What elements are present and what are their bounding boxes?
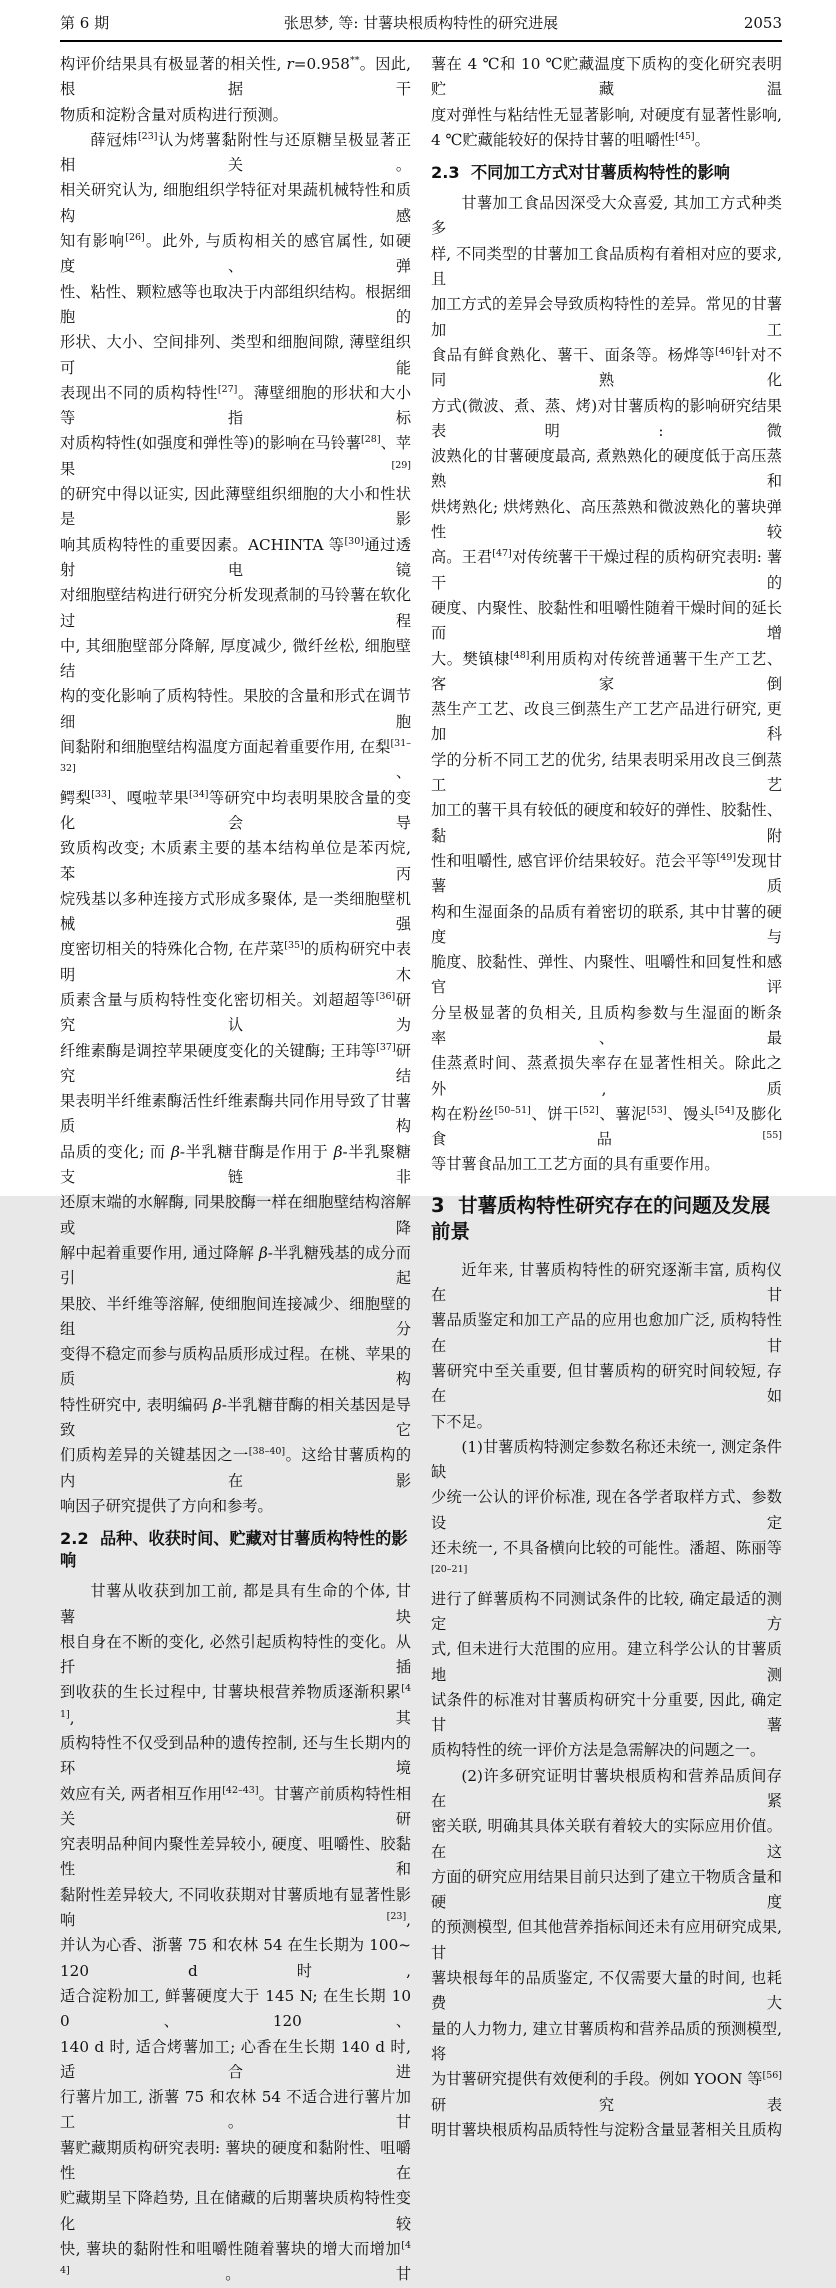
text-line: 明甘薯块根质构品质特性与淀粉含量显著相关且质构 (431, 2120, 782, 2139)
text-line: 们质构差异的关键基因之一[38–40]。这给甘薯质构的内在影 (60, 1446, 412, 1490)
paragraph-first-line: (1)甘薯质构特测定参数名称还未统一, 测定条件缺 (431, 1437, 782, 1482)
text-line: 脆度、胶黏性、弹性、内聚性、咀嚼性和回复性和感官评 (431, 953, 782, 997)
text-line: 大。樊镇棣[48]利用质构对传统普通薯干生产工艺、客家倒 (431, 649, 783, 693)
text-line: 质素含量与质构特性变化密切相关。刘超超等[36]研究认为 (60, 990, 412, 1035)
text-line: 密关联, 明确其具体关联有着较大的实际应用价值。在这 (431, 1817, 782, 1861)
text-line: 质构特性不仅受到品种的遗传控制, 还与生长期内的环境 (60, 1734, 411, 1778)
text-line: 薯块根每年的品质鉴定, 不仅需要大量的时间, 也耗费大 (431, 1969, 782, 2013)
text-line: 中, 其细胞壁部分降解, 厚度减少, 微纤丝松, 细胞壁结 (60, 636, 411, 681)
text-line: 果胶、半纤维等溶解, 使细胞间连接减少、细胞壁的组分 (60, 1294, 411, 1338)
paragraph-end-line: 质构特性的统一评价方法是急需解决的问题之一。 (431, 1741, 766, 1760)
text-line: 蒸生产工艺、改良三倒蒸生产工艺产品进行研究, 更加科 (431, 700, 782, 744)
text-line: 式, 但未进行大范围的应用。建立科学公认的甘薯质地测 (431, 1640, 782, 1684)
text-line: 表现出不同的质构特性[27]。薄壁细胞的形状和大小等指标 (60, 383, 412, 428)
text-line: 适合淀粉加工, 鲜薯硬度大于 145 N; 在生长期 100、120、 (60, 1986, 411, 2031)
text-line: 佳蒸煮时间、蒸煮损失率存在显著性相关。除此之外, 质 (431, 1054, 782, 1098)
text-line: 进行了鲜薯质构不同测试条件的比较, 确定最适的测定方 (431, 1589, 782, 1633)
text-line: 薯研究中至关重要, 但甘薯质构的研究时间较短, 存在如 (431, 1361, 782, 1406)
text-line: 度对弹性与粘结性无显著影响, 对硬度有显著性影响, (431, 105, 782, 124)
paragraph-first-line: 甘薯加工食品因深受大众喜爱, 其加工方式种类多 (431, 194, 782, 238)
header-page-number: 2053 (743, 14, 782, 32)
text-line: 学的分析不同工艺的优劣, 结果表明采用改良三倒蒸工艺 (431, 750, 782, 795)
text-line: 相关研究认为, 细胞组织学特征对果蔬机械特性和质构感 (60, 181, 411, 225)
text-line: 还原末端的水解酶, 同果胶酶一样在细胞壁结构溶解或降 (60, 1193, 411, 1237)
text-line: 解中起着重要作用, 通过降解 β-半乳糖残基的成分而引起 (60, 1243, 411, 1288)
paragraph-end-line: 4 ℃贮藏能较好的保持甘薯的咀嚼性[45]。 (431, 130, 710, 149)
text-line: 分呈极显著的负相关, 且质构参数与生湿面的断条率、最 (431, 1003, 782, 1047)
text-line: 食品有鲜食熟化、薯干、面条等。杨烨等[46]针对不同熟化 (431, 345, 783, 390)
text-line: 效应有关, 两者相互作用[42–43]。甘薯产前质构特性相关研 (60, 1784, 412, 1828)
text-line: 加工的薯干具有较低的硬度和较好的弹性、胶黏性、黏附 (431, 801, 782, 845)
text-line: 构评价结果具有极显著的相关性, r=0.958**。因此, 根据干 (60, 54, 411, 99)
paragraph-first-line: 甘薯从收获到加工前, 都是具有生命的个体, 甘薯块 (60, 1582, 411, 1626)
text-line: 烷残基以多种连接方式形成多聚体, 是一类细胞壁机械强 (60, 889, 411, 934)
text-line: 响其质构特性的重要因素。ACHINTA 等[30]通过透射电镜 (60, 535, 412, 579)
text-line: 薯贮藏期质构研究表明: 薯块的硬度和黏附性、咀嚼性在 (60, 2138, 411, 2183)
text-line: 行薯片加工, 浙薯 75 和农林 54 不适合进行薯片加工。甘 (60, 2088, 411, 2132)
text-line: 量的人力物力, 建立甘薯质构和营养品质的预测模型, 将 (431, 2019, 782, 2063)
text-line: 还未统一, 不具备横向比较的可能性。潘超、陈丽等[20–21] (431, 1539, 782, 1576)
text-line: 高。王君[47]对传统薯干干燥过程的质构研究表明: 薯干的 (431, 548, 783, 592)
text-line: 为甘薯研究提供有效便利的手段。例如 YOON 等[56]研究表 (431, 2070, 782, 2114)
text-line: 到收获的生长过程中, 甘薯块根营养物质逐渐积累[41], 其 (60, 1683, 411, 1727)
text-line: 特性研究中, 表明编码 β-半乳糖苷酶的相关基因是导致它 (60, 1395, 411, 1440)
text-line: 鳄梨[33]、嘎啦苹果[34]等研究中均表明果胶含量的变化会导 (60, 788, 412, 832)
text-line: 黏附性差异较大, 不同收获期对甘薯质地有显著性影响[23], (60, 1885, 411, 1930)
text-line: 性、粘性、颗粒感等也取决于内部组织结构。根据细胞的 (60, 282, 411, 326)
text-line: 构的变化影响了质构特性。果胶的含量和形式在调节细胞 (60, 687, 411, 731)
text-line: 贮藏期呈下降趋势, 且在储藏的后期薯块质构特性变化较 (60, 2189, 411, 2233)
subsection-heading: 2.2 品种、收获时间、贮藏对甘薯质构特性的影响 (60, 1529, 408, 1571)
text-line: 性和咀嚼性, 感官评价结果较好。范会平等[49]发现甘薯质 (431, 851, 783, 896)
text-line: 究表明品种间内聚性差异较小, 硬度、咀嚼性、胶黏性和 (60, 1835, 411, 1879)
text-line: 品质的变化; 而 β-半乳糖苷酶是作用于 β-半乳聚糖支链非 (60, 1142, 411, 1187)
text-line: 构在粉丝[50–51]、饼干[52]、薯泥[53]、馒头[54]及膨化食品[55] (431, 1104, 783, 1149)
text-line: 度密切相关的特殊化合物, 在芹菜[35]的质构研究中表明木 (60, 940, 412, 984)
text-line: 的预测模型, 但其他营养指标间还未有应用研究成果, 甘 (431, 1918, 782, 1962)
text-line: 硬度、内聚性、胶黏性和咀嚼性随着干燥时间的延长而增 (431, 598, 782, 643)
text-line: 纤维素酶是调控苹果硬度变化的关键酶; 王玮等[37]研究结 (60, 1041, 411, 1085)
text-line: 果表明半纤维素酶活性纤维素酶共同作用导致了甘薯质构 (60, 1092, 411, 1136)
text-line: 对细胞壁结构进行研究分析发现煮制的马铃薯在软化过程 (60, 586, 411, 630)
text-line: 薯在 4 ℃和 10 ℃贮藏温度下质构的变化研究表明贮藏温 (431, 55, 782, 99)
paragraph-first-line: 薛冠炜[23]认为烤薯黏附性与还原糖呈极显著正相关。 (60, 130, 412, 175)
text-line: 140 d 时, 适合烤薯加工; 心香在生长期 140 d 时, 适合进 (60, 2037, 411, 2081)
text-line: 构和生湿面条的品质有着密切的联系, 其中甘薯的硬度与 (431, 902, 782, 946)
text-line: 根自身在不断的变化, 必然引起质构特性的变化。从扦插 (60, 1632, 411, 1677)
running-header (60, 12, 782, 34)
paragraph-end-line: 物质和淀粉含量对质构进行预测。 (60, 105, 288, 124)
text-line: 的研究中得以证实, 因此薄壁组织细胞的大小和性状是影 (60, 485, 411, 529)
text-line: 加工方式的差异会导致质构特性的差异。常见的甘薯加工 (431, 295, 782, 339)
text-line: 少统一公认的评价标准, 现在各学者取样方式、参数设定 (431, 1488, 782, 1532)
text-line: 波熟化的甘薯硬度最高, 煮熟熟化的硬度低于高压蒸熟和 (431, 447, 782, 491)
paragraph-end-line: 响因子研究提供了方向和参考。 (60, 1496, 273, 1515)
paragraph-first-line: 近年来, 甘薯质构特性的研究逐渐丰富, 质构仪在甘 (431, 1260, 782, 1305)
section-heading: 3 甘薯质构特性研究存在的问题及发展前景 (431, 1193, 771, 1243)
text-line: 薯品质鉴定和加工产品的应用也愈加广泛, 质构特性在甘 (431, 1311, 782, 1355)
paragraph-first-line: (2)许多研究证明甘薯块根质构和营养品质间存在紧 (431, 1766, 782, 1810)
article-body (60, 52, 783, 2284)
header-divider-rule (60, 40, 782, 42)
text-line: 知有影响[26]。此外, 与质构相关的感官属性, 如硬度、弹 (60, 232, 412, 276)
column-right (431, 52, 783, 2139)
text-line: 试条件的标准对甘薯质构研究十分重要, 因此, 确定甘薯 (431, 1690, 782, 1735)
text-line: 变得不稳定而参与质构品质形成过程。在桃、苹果的质构 (60, 1345, 411, 1389)
text-line: 方面的研究应用结果目前只达到了建立干物质含量和硬度 (431, 1867, 782, 1912)
text-line: 并认为心香、浙薯 75 和农林 54 在生长期为 100~120 d 时, (60, 1936, 411, 1980)
text-line: 形状、大小、空间排列、类型和细胞间隙, 薄壁组织可能 (60, 333, 411, 377)
header-issue-label: 第 6 期 (60, 14, 110, 32)
text-line: 快, 薯块的黏附性和咀嚼性随着薯块的增大而增加[44]。甘 (60, 2239, 411, 2284)
text-line: 方式(微波、煮、蒸、烤)对甘薯质构的影响研究结果表明: 微 (431, 396, 782, 440)
text-line: 样, 不同类型的甘薯加工食品质构有着相对应的要求, 且 (431, 244, 782, 289)
text-line: 对质构特性(如强度和弹性等)的影响在马铃薯[28]、苹果[29] (60, 434, 411, 478)
column-left (60, 52, 412, 2284)
text-line: 烘烤熟化; 烘烤熟化、高压蒸熟和微波熟化的薯块弹性较 (431, 497, 782, 542)
header-running-title: 张思梦, 等: 甘薯块根质构特性的研究进展 (283, 14, 559, 32)
paragraph-end-line: 等甘薯食品加工工艺方面的具有重要作用。 (431, 1155, 720, 1174)
text-line: 间黏附和细胞壁结构温度方面起着重要作用, 在梨[31–32]、 (60, 737, 411, 782)
text-line: 致质构改变; 木质素主要的基本结构单位是苯丙烷, 苯丙 (60, 839, 411, 883)
subsection-heading: 2.3 不同加工方式对甘薯质构特性的影响 (431, 163, 730, 183)
paragraph-end-line: 下不足。 (431, 1412, 492, 1431)
